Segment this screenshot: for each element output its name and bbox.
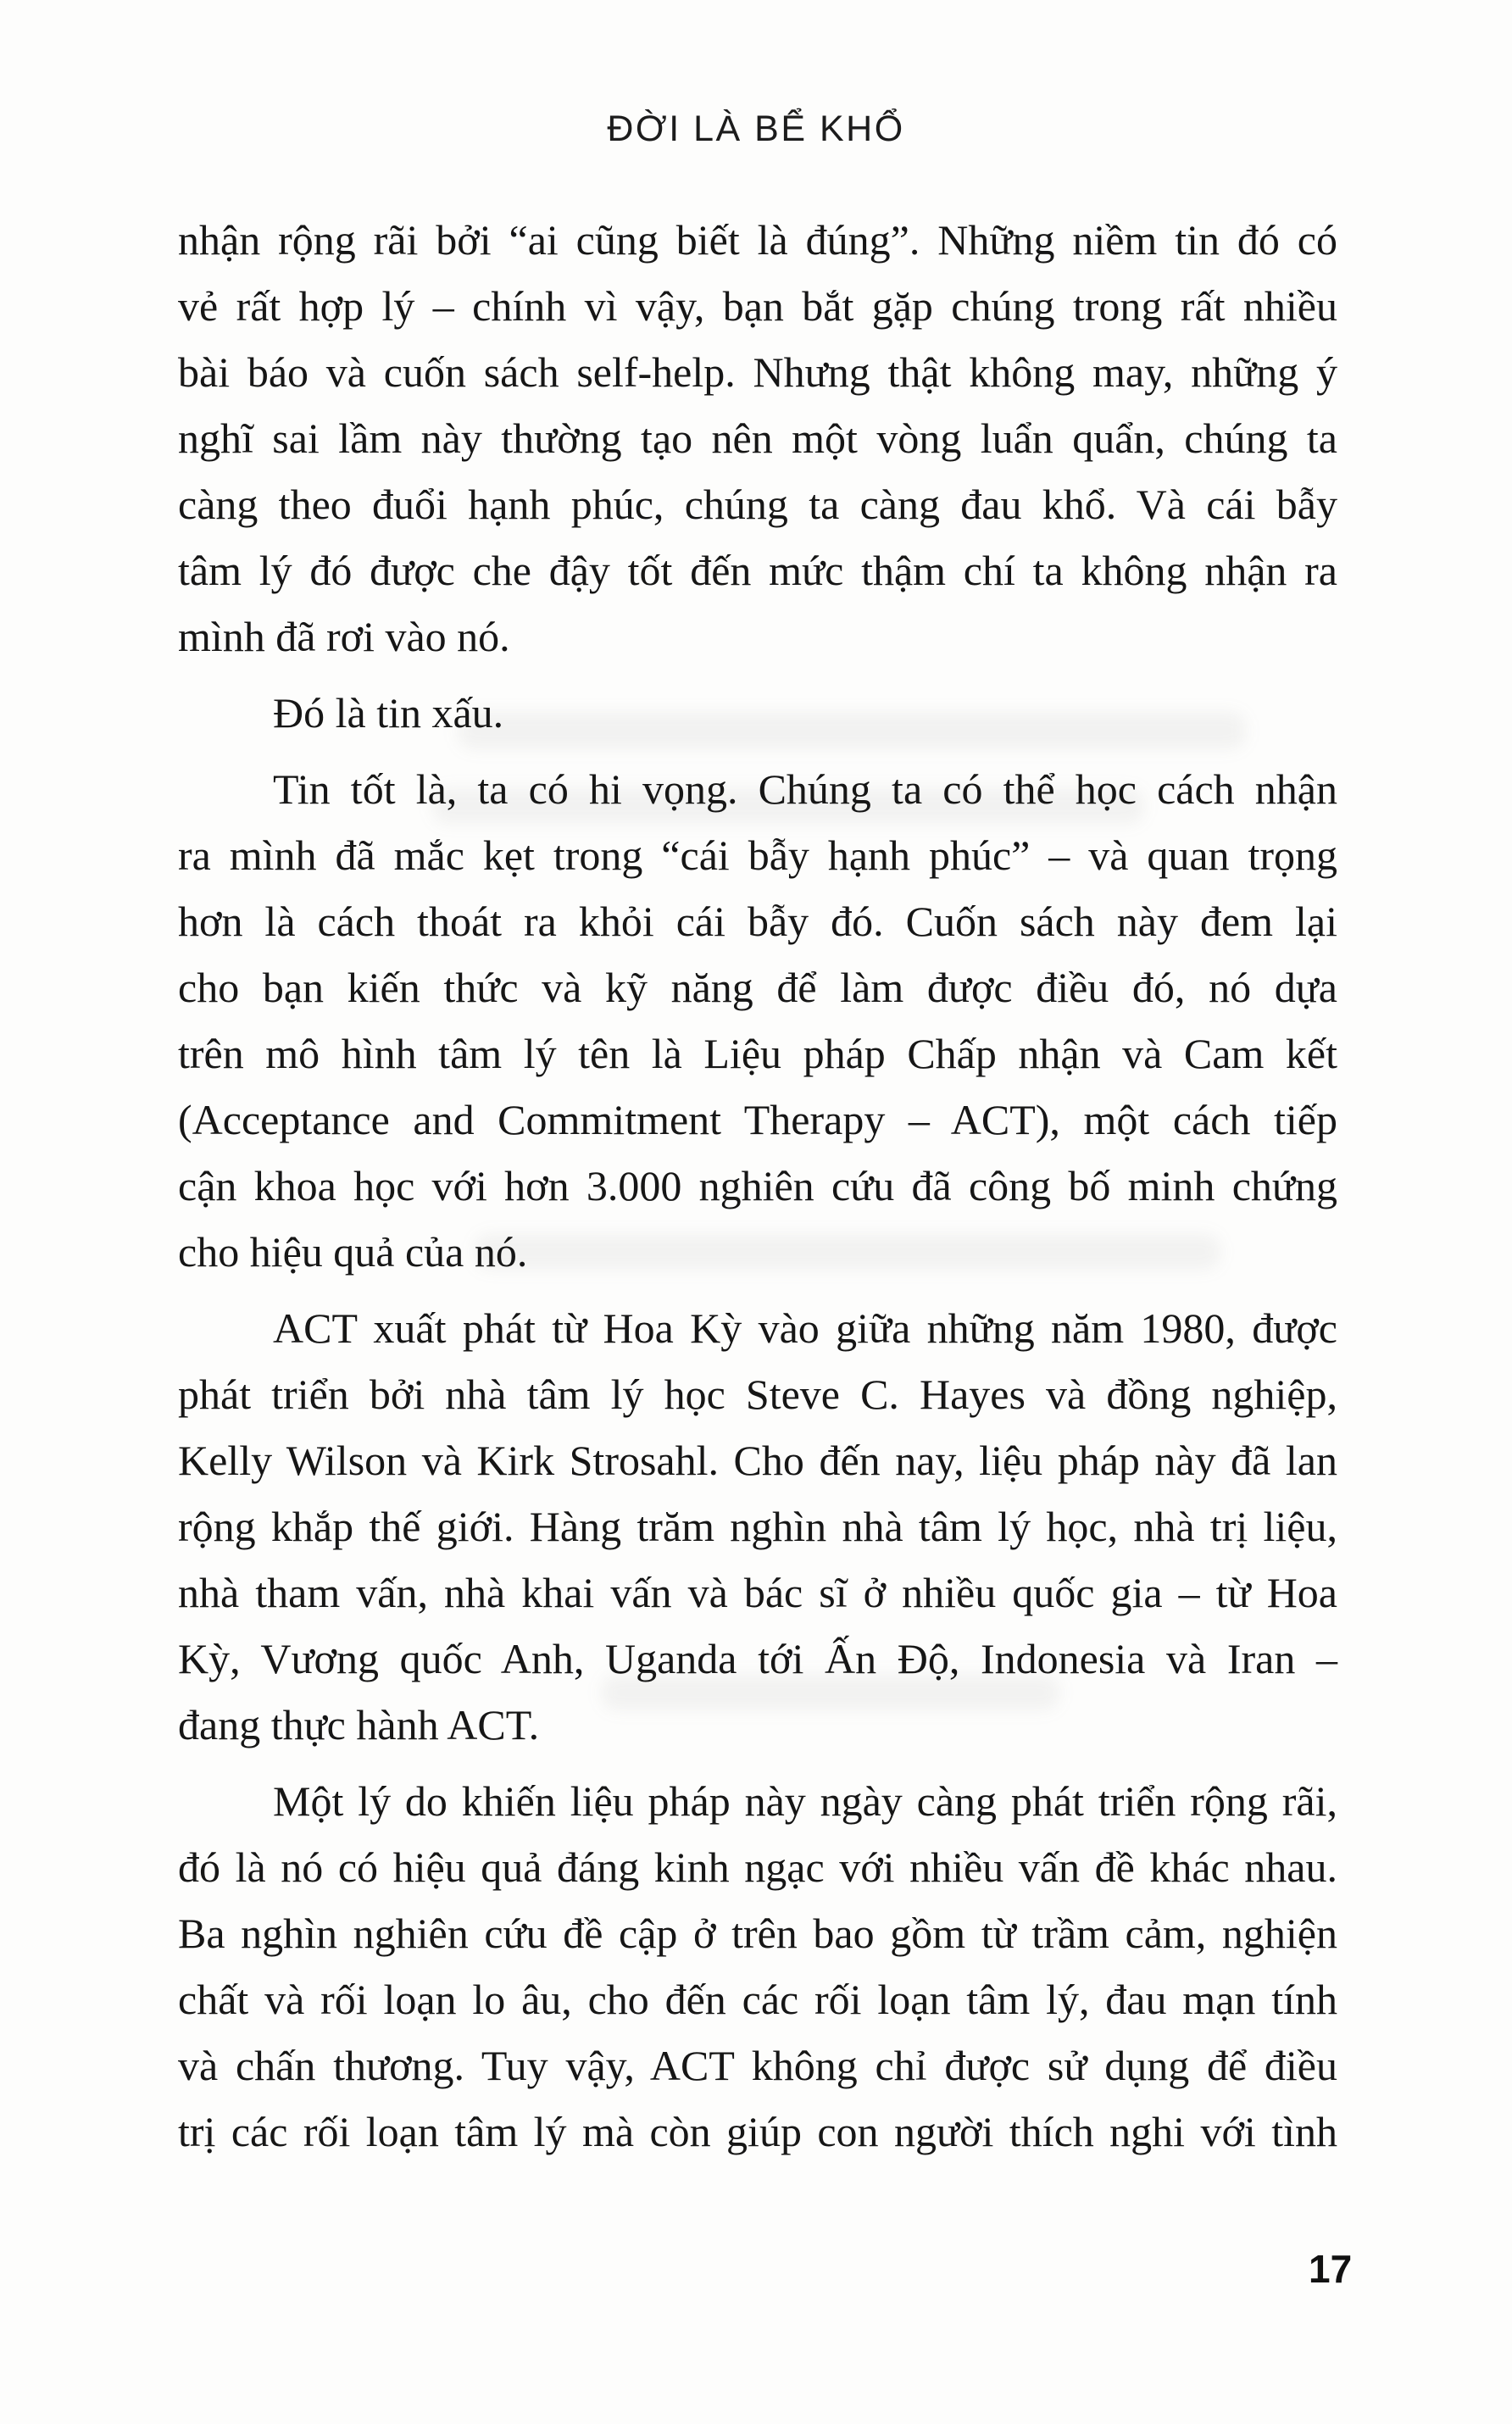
text-line: đang thực hành ACT. bbox=[178, 1701, 540, 1749]
text-line: Tin tốt là, ta có hi vọng. Chúng ta có thể học cách nhận bbox=[273, 765, 1337, 813]
text-line: ra mình đã mắc kẹt trong “cái bẫy hạnh phúc” – và quan trọng bbox=[178, 831, 1337, 879]
text-line: rộng khắp thế giới. Hàng trăm nghìn nhà tâm lý học, nhà trị liệu, bbox=[178, 1503, 1337, 1550]
text-line: tâm lý đó được che đậy tốt đến mức thậm chí ta không nhận ra bbox=[178, 547, 1337, 594]
text-line: nghĩ sai lầm này thường tạo nên một vòng luẩn quẩn, chúng ta bbox=[178, 414, 1337, 462]
text-line: hơn là cách thoát ra khỏi cái bẫy đó. Cuốn sách này đem lại bbox=[178, 898, 1337, 945]
text-line: ACT xuất phát từ Hoa Kỳ vào giữa những năm 1980, được bbox=[273, 1304, 1337, 1352]
text-line: vẻ rất hợp lý – chính vì vậy, bạn bắt gặp chúng trong rất nhiều bbox=[178, 282, 1337, 330]
text-line: bài báo và cuốn sách self-help. Nhưng thật không may, những ý bbox=[178, 348, 1337, 396]
text-line: Một lý do khiến liệu pháp này ngày càng phát triển rộng rãi, bbox=[273, 1777, 1337, 1825]
running-header: ĐỜI LÀ BỂ KHỔ bbox=[607, 108, 905, 149]
text-line: cho bạn kiến thức và kỹ năng để làm được điều đó, nó dựa bbox=[178, 964, 1337, 1011]
text-line: trị các rối loạn tâm lý mà còn giúp con người thích nghi với tình bbox=[178, 2108, 1337, 2155]
text-line: Kelly Wilson và Kirk Strosahl. Cho đến nay, liệu pháp này đã lan bbox=[178, 1437, 1337, 1484]
text-line: Ba nghìn nghiên cứu đề cập ở trên bao gồm từ trầm cảm, nghiện bbox=[178, 1910, 1337, 1957]
text-line: Đó là tin xấu. bbox=[273, 689, 504, 737]
text-line: cho hiệu quả của nó. bbox=[178, 1228, 528, 1276]
text-line: nhận rộng rãi bởi “ai cũng biết là đúng”. Những niềm tin đó có bbox=[178, 216, 1337, 264]
text-line: (Acceptance and Commitment Therapy – ACT), một cách tiếp bbox=[178, 1096, 1337, 1143]
text-line: phát triển bởi nhà tâm lý học Steve C. Hayes và đồng nghiệp, bbox=[178, 1370, 1337, 1418]
text-line: nhà tham vấn, nhà khai vấn và bác sĩ ở nhiều quốc gia – từ Hoa bbox=[178, 1569, 1337, 1616]
text-line: cận khoa học với hơn 3.000 nghiên cứu đã công bố minh chứng bbox=[178, 1162, 1337, 1209]
text-line: càng theo đuổi hạnh phúc, chúng ta càng đau khổ. Và cái bẫy bbox=[178, 481, 1337, 528]
text-line: đó là nó có hiệu quả đáng kinh ngạc với nhiều vấn đề khác nhau. bbox=[178, 1843, 1337, 1891]
text-line: trên mô hình tâm lý tên là Liệu pháp Chấp nhận và Cam kết bbox=[178, 1030, 1337, 1077]
text-line: chất và rối loạn lo âu, cho đến các rối loạn tâm lý, đau mạn tính bbox=[178, 1976, 1337, 2023]
text-block bbox=[178, 207, 1337, 2165]
page-number: 17 bbox=[1309, 2247, 1353, 2291]
text-line: mình đã rơi vào nó. bbox=[178, 613, 510, 660]
text-line: Kỳ, Vương quốc Anh, Uganda tới Ấn Độ, Indonesia và Iran – bbox=[178, 1635, 1337, 1682]
text-line: và chấn thương. Tuy vậy, ACT không chỉ được sử dụng để điều bbox=[178, 2042, 1337, 2089]
